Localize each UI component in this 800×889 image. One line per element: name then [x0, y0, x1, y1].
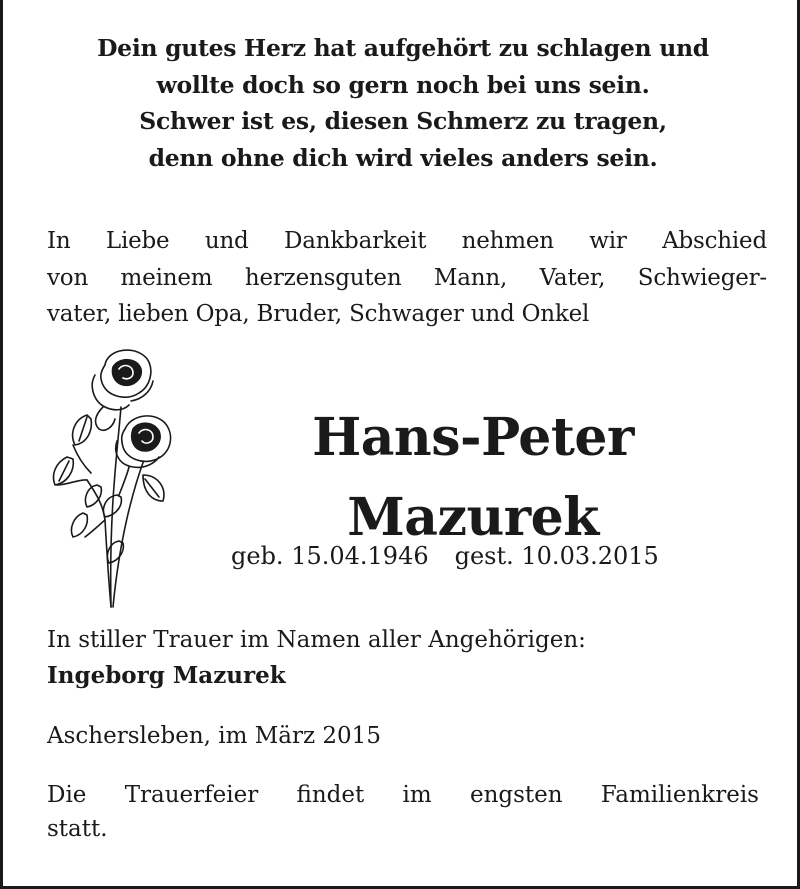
farewell-intro [47, 223, 767, 333]
mourner-name: Ingeborg Mazurek [47, 662, 286, 689]
poem-line: Dein gutes Herz hat aufgehört zu schlagen und [97, 34, 709, 62]
ceremony-line: Die Trauerfeier findet im engsten Familienkreis [47, 782, 759, 808]
memorial-poem [23, 30, 783, 176]
poem-line: Schwer ist es, diesen Schmerz zu tragen, [139, 107, 667, 135]
ceremony-notice [47, 778, 759, 846]
birth-date: geb. 15.04.1946 [231, 542, 429, 570]
ceremony-line: statt. [47, 816, 108, 842]
poem-line: denn ohne dich wird vieles anders sein. [148, 143, 658, 172]
roses-icon [47, 345, 177, 610]
life-dates [231, 538, 659, 574]
intro-line: von meinem herzensguten Mann, Vater, Schwieger- [47, 264, 767, 291]
death-date: gest. 10.03.2015 [454, 542, 659, 570]
deceased-first-name: Hans-Peter [312, 407, 634, 468]
poem-line: wollte doch so gern noch bei uns sein. [156, 70, 650, 99]
intro-line: vater, lieben Opa, Bruder, Schwager und Onkel [47, 301, 590, 327]
intro-line: In Liebe und Dankbarkeit nehmen wir Abschied [47, 228, 767, 254]
deceased-name [243, 398, 703, 558]
deceased-last-name: Mazurek [347, 487, 599, 548]
mourners-intro: In stiller Trauer im Namen aller Angehörigen: [47, 627, 586, 653]
place-date: Aschersleben, im März 2015 [47, 723, 381, 749]
